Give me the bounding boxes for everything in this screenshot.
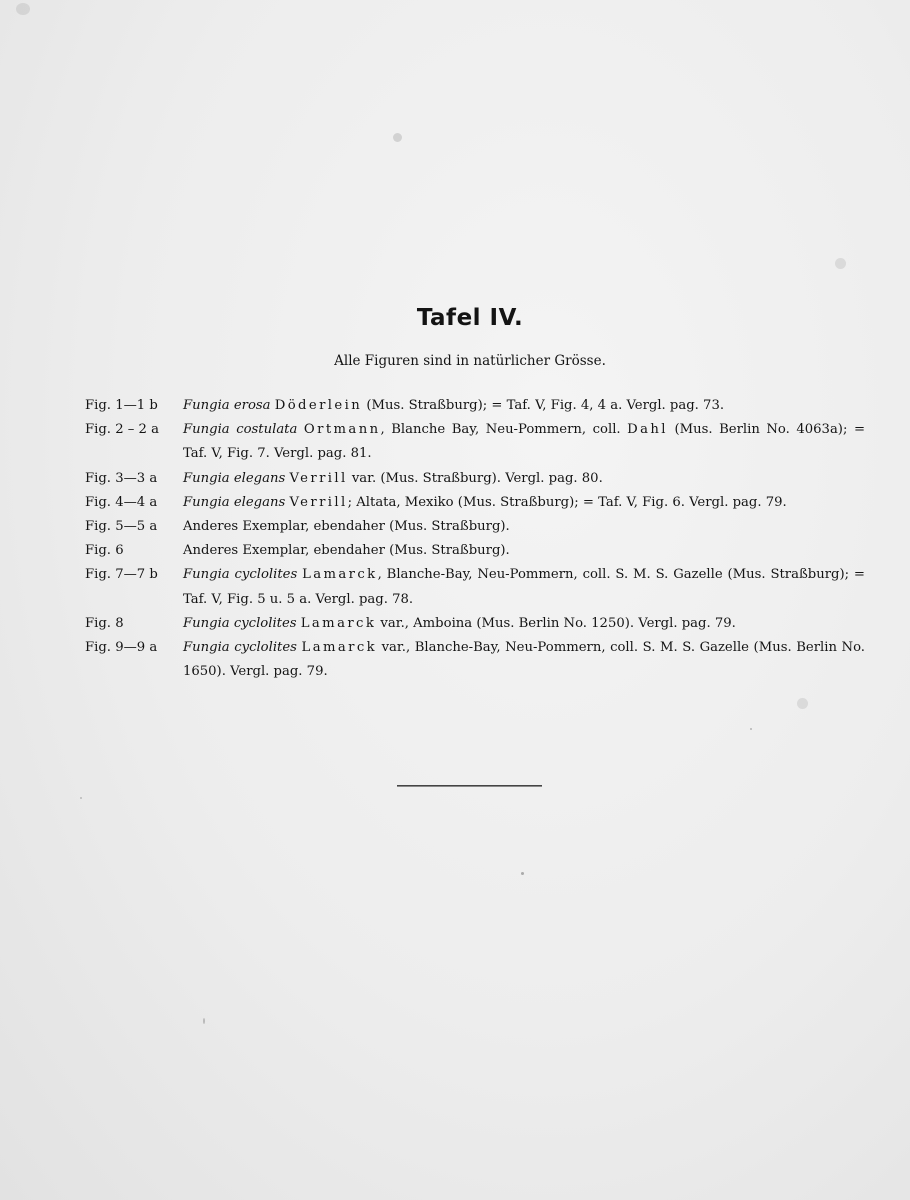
figure-description xyxy=(183,394,865,418)
figure-legend xyxy=(85,394,865,684)
description-text: , Blanche-Bay, Neu-Pommern, coll. S. M. S. Gazelle (Mus. Straßburg); = Taf. V, Fig. 5 u. 5 a. Vergl. pag. 78. xyxy=(183,567,865,607)
figure-description xyxy=(183,563,865,611)
figure-description xyxy=(183,612,865,636)
author-name: Verrill xyxy=(289,470,348,486)
legend-entry xyxy=(85,515,865,539)
scan-speck xyxy=(750,728,752,730)
legend-entry xyxy=(85,612,865,636)
legend-entry xyxy=(85,467,865,491)
figure-number: Fig. 5—5 a xyxy=(85,519,158,535)
legend-entry xyxy=(85,491,865,515)
author-name: Lamarck xyxy=(301,640,377,656)
author-name: Ortmann xyxy=(303,422,381,438)
figure-number: Fig. 7—7 b xyxy=(85,567,158,583)
figure-description xyxy=(183,539,865,563)
figure-description xyxy=(183,418,865,466)
species-name: Fungia cyclolites xyxy=(183,567,298,583)
description-text: var., Blanche-Bay, Neu-Pommern, coll. S. M. S. Gazelle (Mus. Berlin No. 1650). Vergl. pag. 79. xyxy=(183,640,865,680)
species-name: Fungia elegans xyxy=(183,494,286,510)
author-name: Döderlein xyxy=(274,398,363,413)
description-text: (Mus. Berlin No. 4063a); = Taf. V, Fig. 7. Vergl. pag. 81. xyxy=(183,422,865,462)
description-text: (Mus. Straßburg); = Taf. V, Fig. 4, 4 a. Vergl. pag. 73. xyxy=(362,398,725,413)
legend-entry xyxy=(85,418,865,466)
author-name: Lamarck xyxy=(300,615,377,631)
figure-number: Fig. 3—3 a xyxy=(85,470,158,486)
figure-number: Fig. 6 xyxy=(85,543,124,559)
description-text: var., Amboina (Mus. Berlin No. 1250). Vergl. pag. 79. xyxy=(376,615,736,631)
scan-speck xyxy=(16,3,30,15)
figure-number: Fig. 9—9 a xyxy=(85,640,158,656)
description-text: ; Altata, Mexiko (Mus. Straßburg); = Taf. V, Fig. 6. Vergl. pag. 79. xyxy=(347,494,787,510)
author-name: Verrill xyxy=(289,494,348,510)
plate-title: Tafel IV. xyxy=(416,305,524,331)
author-name: Dahl xyxy=(627,422,668,438)
legend-entry xyxy=(85,563,865,611)
species-name: Fungia elegans xyxy=(183,470,286,486)
figure-number: Fig. 4—4 a xyxy=(85,494,158,510)
species-name: Fungia costulata xyxy=(183,422,298,438)
species-name: Fungia erosa xyxy=(183,398,271,413)
author-name: Lamarck xyxy=(302,567,378,583)
scan-speck xyxy=(835,258,846,269)
legend-entry xyxy=(85,394,865,418)
plate-subtitle: Alle Figuren sind in natürlicher Grösse. xyxy=(334,353,606,369)
description-text: , Blanche Bay, Neu-Pommern, coll. xyxy=(380,422,628,438)
scan-speck xyxy=(797,698,808,709)
figure-number: Fig. 1—1 b xyxy=(85,398,158,413)
scan-speck xyxy=(203,1018,205,1024)
figure-number: Fig. 2 – 2 a xyxy=(85,422,160,438)
scan-speck xyxy=(521,872,524,875)
scan-speck xyxy=(393,133,402,142)
legend-entry xyxy=(85,539,865,563)
legend-entry xyxy=(85,636,865,684)
species-name: Fungia cyclolites xyxy=(183,615,297,631)
species-name: Fungia cyclolites xyxy=(183,640,297,656)
closing-rule xyxy=(397,785,542,787)
figure-description xyxy=(183,636,865,684)
figure-description xyxy=(183,467,865,491)
scan-speck xyxy=(80,797,82,799)
description-text: Anderes Exemplar, ebendaher (Mus. Straßburg). xyxy=(183,519,510,535)
figure-number: Fig. 8 xyxy=(85,615,124,631)
figure-description xyxy=(183,491,865,515)
figure-description xyxy=(183,515,865,539)
description-text: var. (Mus. Straßburg). Vergl. pag. 80. xyxy=(347,470,603,486)
description-text: Anderes Exemplar, ebendaher (Mus. Straßburg). xyxy=(183,543,510,559)
